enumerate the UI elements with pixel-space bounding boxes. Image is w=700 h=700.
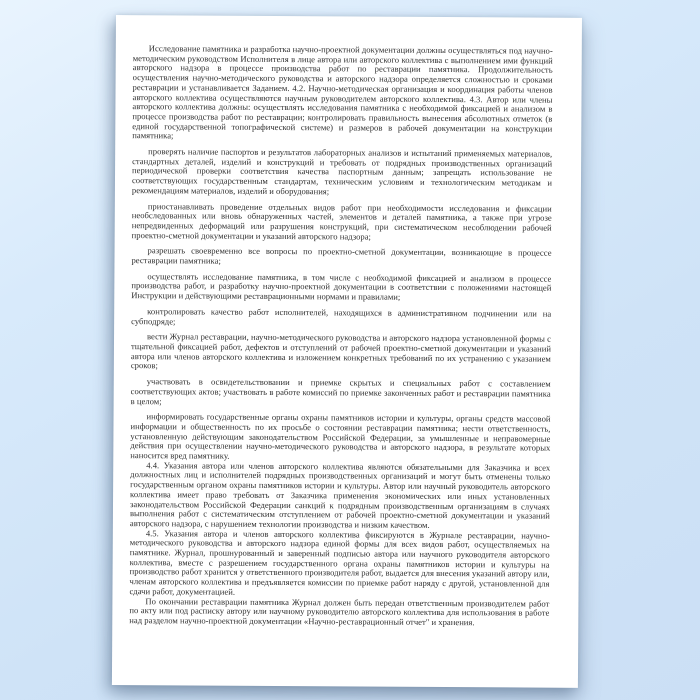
paragraph: разрешать своевременно все вопросы по проектно-сметной документации, возникающие в процессе реставрации памятника; — [131, 245, 552, 266]
paragraph: приостанавливать проведение отдельных видов работ при необходимости исследования и фиксации необследованных или вновь обнаруженных частей, элементов и деталей памятника, а также при угрозе непредвиденных деформаций или разрушения конструкций, при систематическом несоблюдении рабочей проектно-сметной документации и указаний авторского надзора; — [131, 200, 552, 242]
document-text — [129, 44, 553, 628]
paragraph: участвовать в освидетельствовании и приемке скрытых и специальных работ с составлением соответствующих актов; участвовать в работе комиссий по приемке законченных работ и реставрации памятника в целом; — [130, 376, 551, 406]
document-page — [112, 15, 582, 688]
paragraph: вести Журнал реставрации, научно-методического руководства и авторского надзора установленной формы с тщательной фиксацией работ, дефектов и отступлений от рабочей проектно-сметной документации и указаний автора или членов авторского коллектива и изложением конкретных требований по их устранению с указанием сроков; — [130, 331, 552, 371]
paragraph: По окончании реставрации памятника Журнал должен быть передан ответственным производителем работ по акту или под расписку автору или научному руководителю авторского коллектива для использования в работе над разделом научно-проектной документации «Научно-реставрационный отчет" и хранения. — [129, 595, 550, 628]
paragraph: контролировать качество работ исполнителей, находящихся в административном подчинении или на субподряде; — [131, 306, 552, 326]
paragraph: Исследование памятника и разработка научно-проектной документации должны осуществляться под научно- методическим руководством Исполнителя в лице автора или авторского коллектива с выполнением ими функций авторского надзора в процессе производства работ по реставрации памятника. Продолжительность осуществления научно-методического руководства и авторского надзора определяется сложностью и сроками реставрации и устанавливается Заданием. 4.2. Научно-методическая организация и координация работы членов авторского коллектива осуществляются научным руководителем авторского коллектива. 4.3. Автор или члены авторского коллектива должны: осуществлять исследования памятника с необходимой фиксацией и анализом в процессе производства работ по реставрации; контролировать правильность вынесения абсолютных отметок (в единой государственной топографической системе) и размеров в рабочей документации на конструкции памятника; — [132, 43, 553, 141]
paragraph: информировать государственные органы охраны памятников истории и культуры, органы средств массовой информации и общественность по их просьбе о состоянии реставрации памятника; нести ответственность, установленную действующим законодательством Российской Федерации, за умышленные и неправомерные действия при осуществлении научно-методического руководства и авторского надзора, в результате которых наносится вред памятнику. — [130, 411, 551, 461]
paragraph: 4.4. Указания автора или членов авторского коллектива являются обязательными для Заказчика и всех должностных лиц и исполнителей подрядных производственных организаций и могут быть отменены только государственным органом охраны памятников истории и культуры. Автор или научный руководитель авторского коллектива имеет право требовать от Заказчика применения экономических или иных установленных законодательством Российской Федерации санкций к подрядным производственным организациям в случаях выполнения работ с систематическим отступлением от рабочей проектно-сметной документации и указаний авторского надзора, с нарушением технологии производства и низким качеством. — [129, 459, 551, 530]
paragraph: 4.5. Указания автора и членов авторского коллектива фиксируются в Журнале реставрации, научно-методического руководства и авторского надзора единой формы для всех видов работ, осуществляемых на памятнике. Журнал, прошнурованный и заверенный подписью автора или научного руководителя авторского коллектива, вместе с разрешением государственного органа охраны памятников истории и культуры на производство работ хранится у ответственного производителя работ, выдается для внесения указаний автору или, членам авторского коллектива и предъявляется комиссии по приемке работ наряду с другой, установленной для сдачи работ, документацией. — [129, 527, 550, 597]
paragraph: проверять наличие паспортов и результатов лабораторных анализов и испытаний применяемых материалов, стандартных деталей, изделий и конструкций и требовать от подрядных производственных организаций периодической проверки соответствия качества паспортным данным; запрещать использование не соответствующих государственным стандартам, техническим условиям и технологическим методикам и рекомендациям материалов, изделий и оборудования; — [131, 146, 553, 197]
paragraph: осуществлять исследование памятника, в том числе с необходимой фиксацией и анализом в процессе производства работ, и разработку научно-проектной документации в соответствии с положениями настоящей Инструкции и действующими реставрационными нормами и правилами; — [131, 270, 552, 302]
